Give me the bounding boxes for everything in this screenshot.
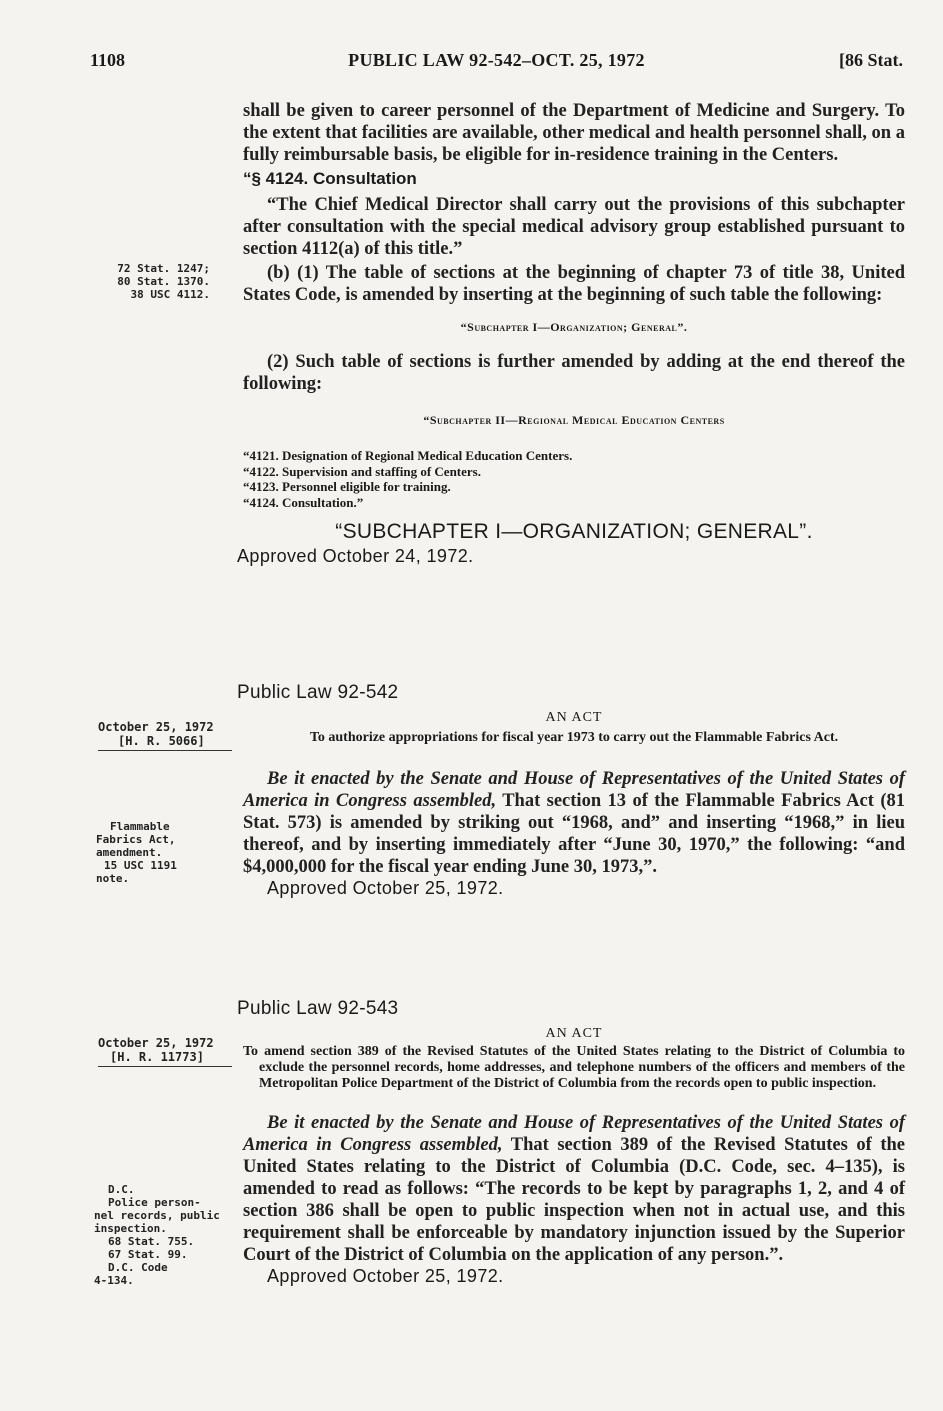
margin-line: [H. R. 11773] [110, 1050, 204, 1064]
margin-line: amendment. [96, 846, 163, 859]
paragraph-table-amendment-2: (2) Such table of sections is further amended by adding at the end thereof the following: [243, 352, 905, 394]
continuation-block [237, 100, 905, 567]
section-heading-4124: “§ 4124. Consultation [243, 169, 417, 188]
running-title: PUBLIC LAW 92-542–OCT. 25, 1972 [348, 50, 645, 70]
paragraph-training: shall be given to career personnel of the Department of Medicine and Surgery. To the extent that facilities are available, other medical and health personnel shall, on a fully reimbursable basis, be eligible for in-residence training in the Centers. [243, 101, 905, 165]
page-header [90, 50, 903, 80]
toc-entry: “4123. Personnel eligible for training. [243, 479, 451, 494]
margin-line: 38 USC 4112. [130, 288, 210, 301]
margin-line: October 25, 1972 [98, 1036, 214, 1050]
public-law-92-543 [237, 998, 905, 1287]
margin-line: 15 USC 1191 [104, 859, 177, 872]
margin-note-dc [94, 1183, 239, 1287]
enacting-text: That section 13 of the Flammable Fabrics Act (81 Stat. 573) is amended by striking out “1968, and” and inserting “1968,” in lieu thereof, and by inserting immediately after “June 30, 1970,” the following: “and $4,000,000 for the fiscal year ending June 30, 1973,”. [243, 791, 905, 877]
margin-note-flammable [96, 820, 226, 885]
margin-line: inspection. [94, 1222, 167, 1235]
margin-rule [98, 750, 232, 751]
margin-line: D.C. Code [108, 1261, 168, 1274]
subchapter-line-1: “Subchapter I—Organization; General”. [460, 320, 688, 334]
toc-entry: “4121. Designation of Regional Medical Education Centers. [243, 448, 573, 463]
enacting-text: That section 389 of the Revised Statutes of the United States relating to the District of Columbia (D.C. Code, sec. 4–135), is amended to read as follows: “The records to be kept by paragraphs 1, 2, and 4 of section 386 shall be open to public inspection when not in actual use, and this requirement shall be enforceable by mandatory injunction issued by the Superior Court of the District of Columbia on the application of any person.”. [243, 1135, 905, 1265]
toc-entry: “4122. Supervision and staffing of Centers. [243, 463, 481, 479]
margin-line: 67 Stat. 99. [108, 1248, 188, 1261]
enacting-paragraph [243, 1112, 905, 1266]
enacting-paragraph [243, 768, 905, 878]
margin-note-date-543 [98, 1036, 238, 1064]
act-label: AN ACT [545, 710, 603, 725]
margin-line: 68 Stat. 755. [108, 1235, 195, 1248]
toc-entry: “4124. Consultation.” [243, 494, 364, 510]
enacting-clause: Be it enacted by the Senate and House of Representatives of the United States of America in Congress assembled, [243, 769, 905, 811]
margin-line: 4-134. [94, 1274, 134, 1287]
approved-date: Approved October 24, 1972. [237, 546, 474, 566]
subchapter-title: “SUBCHAPTER I—ORGANIZATION; GENERAL”. [335, 520, 813, 543]
margin-note-date-542 [98, 720, 238, 748]
public-law-92-542 [237, 682, 905, 899]
margin-line: Flammable [110, 820, 170, 833]
paragraph-consultation: “The Chief Medical Director shall carry out the provisions of this subchapter after consultation with the special medical advisory group established pursuant to section 4112(a) of this title.” [243, 195, 905, 259]
margin-line: Fabrics Act, [96, 833, 176, 846]
margin-line: nel records, public [94, 1209, 220, 1222]
law-title: Public Law 92-543 [237, 998, 399, 1019]
act-purpose: To authorize appropriations for fiscal year 1973 to carry out the Flammable Fabrics Act. [309, 730, 839, 745]
margin-line: note. [96, 872, 130, 885]
margin-line: D.C. [108, 1183, 135, 1196]
subchapter-line-2: “Subchapter II—Regional Medical Education Centers [423, 413, 725, 427]
approved-date: Approved October 25, 1972. [267, 1266, 504, 1286]
paragraph-table-amendment-1: (b) (1) The table of sections at the beginning of chapter 73 of title 38, United States Code, is amended by inserting at the beginning of such table the following: [243, 263, 905, 305]
margin-note-citations [80, 262, 210, 301]
page-number: 1108 [90, 50, 126, 70]
act-label: AN ACT [545, 1026, 603, 1041]
law-title: Public Law 92-542 [237, 682, 399, 703]
margin-line: October 25, 1972 [98, 720, 214, 734]
margin-line: 80 Stat. 1370. [117, 275, 210, 288]
margin-line: Police person- [108, 1196, 201, 1209]
enacting-clause: Be it enacted by the Senate and House of Representatives of the United States of America in Congress assembled, [243, 1113, 905, 1155]
act-purpose: To amend section 389 of the Revised Statutes of the United States relating to the District of Columbia to exclude the personnel records, home addresses, and telephone numbers of the officers and members of the Metropolitan Police Department of the District of Columbia from the records open to public inspection. [243, 1044, 905, 1091]
margin-line: [H. R. 5066] [118, 734, 205, 748]
approved-date: Approved October 25, 1972. [267, 878, 504, 898]
margin-rule [98, 1066, 232, 1067]
table-of-sections [243, 448, 905, 510]
volume-label: [86 Stat. [839, 50, 903, 70]
margin-line: 72 Stat. 1247; [117, 262, 210, 275]
